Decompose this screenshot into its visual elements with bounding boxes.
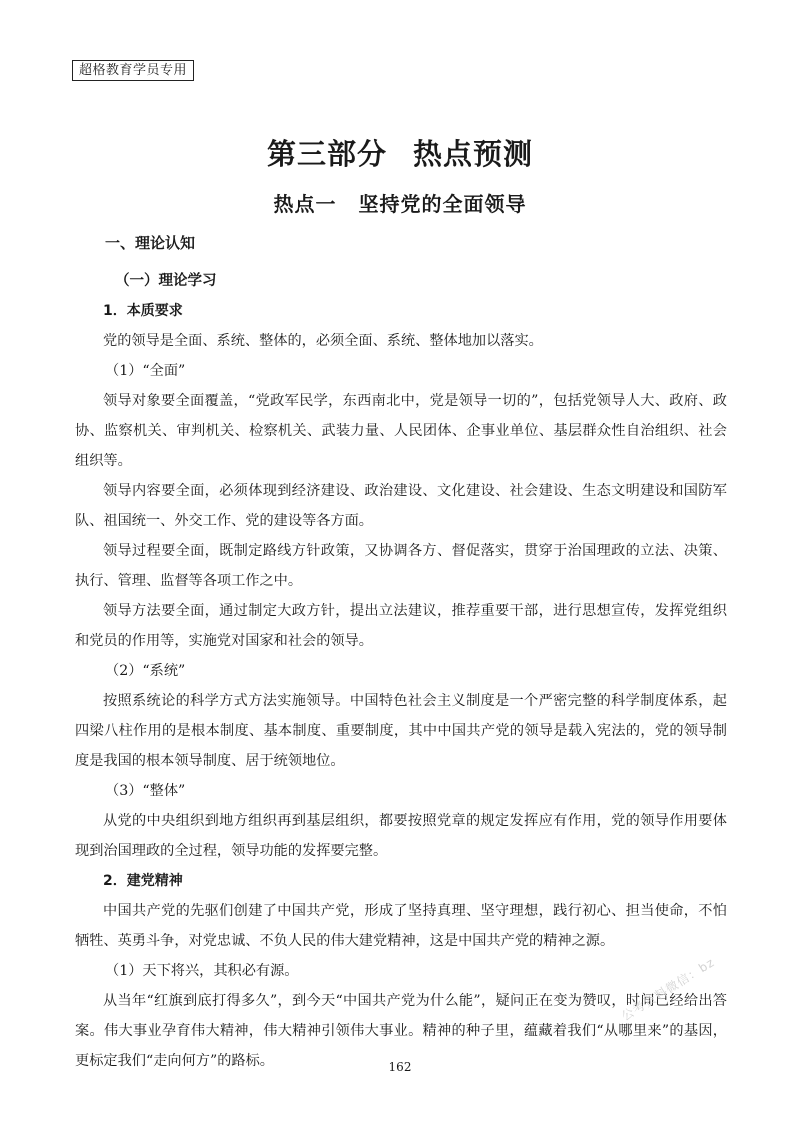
sub-heading-systematic: （2）“系统” bbox=[105, 663, 186, 679]
header-label-box: 超格教育学员专用 bbox=[72, 60, 194, 81]
item-heading-founding-spirit: 2．建党精神 bbox=[103, 873, 183, 889]
sub-heading-comprehensive: （1）“全面” bbox=[105, 363, 186, 379]
paragraph: 领导内容要全面，必须体现到经济建设、政治建设、文化建设、社会建设、生态文明建设和国防军队、祖国统一、外交工作、党的建设等各方面。 bbox=[75, 483, 727, 529]
page-number: 162 bbox=[388, 1060, 412, 1074]
watermark-text: 公考资料微信：bz bbox=[619, 955, 718, 1024]
sub-heading-source: （1）天下将兴，其积必有源。 bbox=[105, 963, 299, 979]
document-body bbox=[75, 232, 727, 1076]
paragraph: 领导过程要全面，既制定路线方针政策，又协调各方、督促落实，贯穿于治国理政的立法、决策、执行、管理、监督等各项工作之中。 bbox=[75, 543, 727, 589]
section-heading: 一、理论认知 bbox=[105, 234, 196, 252]
hot-topic-number: 热点一 bbox=[273, 192, 337, 216]
paragraph: 领导方法要全面，通过制定大政方针，提出立法建议，推荐重要干部，进行思想宣传，发挥党组织和党员的作用等，实施党对国家和社会的领导。 bbox=[75, 603, 727, 649]
paragraph: 从当年“红旗到底打得多久”，到今天“中国共产党为什么能”，疑问正在变为赞叹，时间已经给出答案。伟大事业孕育伟大精神，伟大精神引领伟大事业。精神的种子里，蕴藏着我们“从哪里来”的基因，更标定我们“走向何方”的路标。 bbox=[75, 993, 727, 1069]
sub-heading-integral: （3）“整体” bbox=[105, 783, 186, 799]
paragraph: 党的领导是全面、系统、整体的，必须全面、系统、整体地加以落实。 bbox=[103, 333, 543, 349]
part-title bbox=[0, 132, 800, 173]
paragraph: 从党的中央组织到地方组织再到基层组织，都要按照党章的规定发挥应有作用，党的领导作用要体现到治国理政的全过程，领导功能的发挥要完整。 bbox=[75, 813, 727, 859]
hot-topic-title bbox=[0, 188, 800, 217]
paragraph: 按照系统论的科学方式方法实施领导。中国特色社会主义制度是一个严密完整的科学制度体系，起四梁八柱作用的是根本制度、基本制度、重要制度，其中中国共产党的领导是载入宪法的，党的领导制度是我国的根本领导制度、居于统领地位。 bbox=[75, 693, 727, 769]
item-heading-essential-requirements: 1．本质要求 bbox=[103, 303, 183, 319]
part-title-left: 第三部分 bbox=[266, 137, 387, 171]
paragraph: 中国共产党的先驱们创建了中国共产党，形成了坚持真理、坚守理想，践行初心、担当使命，不怕牺牲、英勇斗争，对党忠诚、不负人民的伟大建党精神，这是中国共产党的精神之源。 bbox=[75, 903, 727, 949]
part-title-right: 热点预测 bbox=[413, 137, 534, 171]
hot-topic-name: 坚持党的全面领导 bbox=[358, 192, 527, 216]
paragraph: 领导对象要全面覆盖，“党政军民学，东西南北中，党是领导一切的”，包括党领导人大、政府、政协、监察机关、审判机关、检察机关、武装力量、人民团体、企事业单位、基层群众性自治组织、社会组织等。 bbox=[75, 393, 727, 469]
subsection-heading: （一）理论学习 bbox=[115, 273, 217, 289]
